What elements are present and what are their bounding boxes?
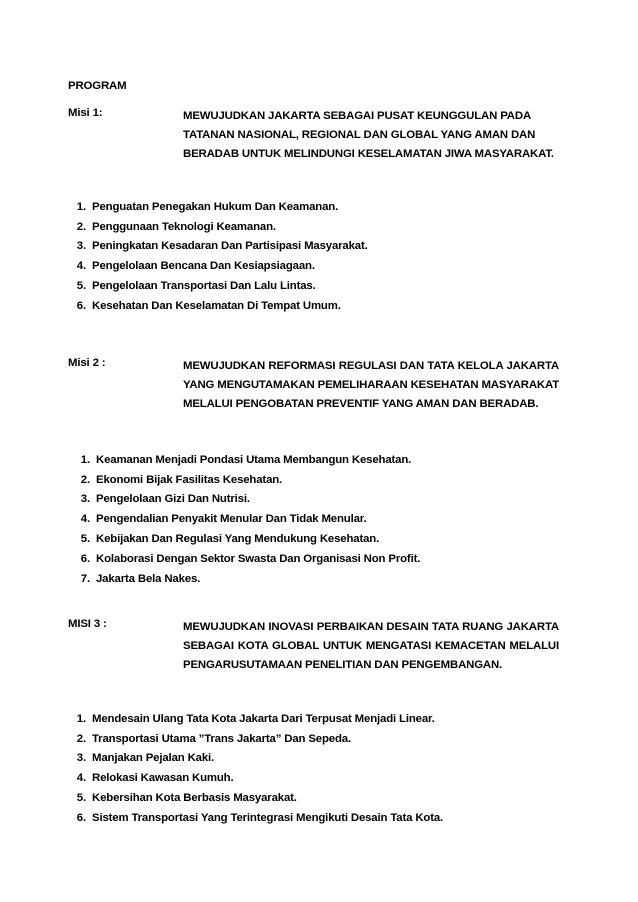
item-text: Relokasi Kawasan Kumuh. bbox=[92, 772, 234, 785]
misi-3-line: SEBAGAI KOTA GLOBAL UNTUK MENGATASI KEMACETAN MELALUI bbox=[183, 640, 559, 652]
list-item bbox=[64, 729, 443, 749]
list-item bbox=[64, 788, 443, 808]
page-heading: PROGRAM bbox=[68, 80, 127, 92]
list-item bbox=[68, 529, 420, 549]
item-number: 2. bbox=[80, 473, 90, 486]
list-item bbox=[64, 749, 443, 769]
item-text: Peningkatan Kesadaran Dan Partisipasi Masyarakat. bbox=[92, 240, 368, 253]
item-text: Pengelolaan Bencana Dan Kesiapsiagaan. bbox=[92, 260, 315, 273]
item-text: Penguatan Penegakan Hukum Dan Keamanan. bbox=[92, 200, 339, 213]
item-text: Jakarta Bela Nakes. bbox=[96, 572, 201, 585]
item-number: 2. bbox=[76, 732, 86, 745]
misi-2-label: Misi 2 : bbox=[68, 357, 106, 369]
item-number: 1. bbox=[76, 200, 86, 213]
misi-1-line: TATANAN NASIONAL, REGIONAL DAN GLOBAL YANG AMAN DAN bbox=[183, 129, 536, 141]
item-text: Kebersihan Kota Berbasis Masyarakat. bbox=[92, 792, 297, 805]
misi-3-line: PENGARUSUTAMAAN PENELITIAN DAN PENGEMBANGAN. bbox=[183, 659, 503, 671]
item-text: Transportasi Utama ”Trans Jakarta” Dan Sepeda. bbox=[92, 732, 351, 745]
item-number: 5. bbox=[76, 792, 86, 805]
item-text: Kesehatan Dan Keselamatan Di Tempat Umum. bbox=[92, 299, 341, 312]
misi-1-line: MEWUJUDKAN JAKARTA SEBAGAI PUSAT KEUNGGULAN PADA bbox=[183, 110, 532, 122]
item-text: Kolaborasi Dengan Sektor Swasta Dan Organisasi Non Profit. bbox=[96, 552, 421, 565]
item-text: Pengelolaan Gizi Dan Nutrisi. bbox=[96, 493, 250, 506]
list-item bbox=[68, 569, 420, 589]
item-number: 2. bbox=[76, 220, 86, 233]
item-number: 5. bbox=[76, 280, 86, 293]
item-number: 1. bbox=[76, 712, 86, 725]
misi-3-line: MEWUJUDKAN INOVASI PERBAIKAN DESAIN TATA RUANG JAKARTA bbox=[183, 621, 559, 633]
item-number: 1. bbox=[80, 453, 90, 466]
item-number: 4. bbox=[76, 772, 86, 785]
item-number: 7. bbox=[80, 572, 90, 585]
item-number: 6. bbox=[76, 299, 86, 312]
item-text: Keamanan Menjadi Pondasi Utama Membangun Kesehatan. bbox=[96, 453, 412, 466]
item-text: Pengendalian Penyakit Menular Dan Tidak Menular. bbox=[96, 513, 367, 526]
item-text: Pengelolaan Transportasi Dan Lalu Lintas. bbox=[92, 280, 316, 293]
item-text: Penggunaan Teknologi Keamanan. bbox=[92, 220, 276, 233]
item-text: Mendesain Ulang Tata Kota Jakarta Dari Terpusat Menjadi Linear. bbox=[92, 712, 435, 725]
misi-1-statement bbox=[183, 107, 554, 164]
list-item bbox=[64, 256, 368, 276]
item-number: 4. bbox=[80, 513, 90, 526]
misi-1-line: BERADAB UNTUK MELINDUNGI KESELAMATAN JIWA MASYARAKAT. bbox=[183, 148, 554, 160]
list-item bbox=[64, 709, 443, 729]
item-number: 4. bbox=[76, 260, 86, 273]
list-item bbox=[64, 237, 368, 257]
misi-2-statement bbox=[183, 357, 559, 414]
list-item bbox=[64, 768, 443, 788]
list-item bbox=[68, 490, 420, 510]
misi-3-statement bbox=[183, 618, 559, 675]
item-text: Ekonomi Bijak Fasilitas Kesehatan. bbox=[96, 473, 283, 486]
list-item bbox=[64, 276, 368, 296]
list-item bbox=[68, 509, 420, 529]
misi-1-program-list bbox=[64, 197, 368, 316]
item-number: 5. bbox=[80, 533, 90, 546]
list-item bbox=[64, 197, 368, 217]
misi-2-program-list bbox=[68, 450, 420, 589]
list-item bbox=[64, 296, 368, 316]
item-number: 6. bbox=[80, 552, 90, 565]
misi-2-line: MELALUI PENGOBATAN PREVENTIF YANG AMAN DAN BERADAB. bbox=[183, 398, 539, 410]
item-text: Sistem Transportasi Yang Terintegrasi Mengikuti Desain Tata Kota. bbox=[92, 811, 444, 824]
misi-2-line: MEWUJUDKAN REFORMASI REGULASI DAN TATA KELOLA JAKARTA bbox=[183, 360, 559, 372]
item-number: 3. bbox=[76, 240, 86, 253]
misi-3-label: MISI 3 : bbox=[68, 618, 107, 630]
misi-1-label: Misi 1: bbox=[68, 107, 103, 119]
list-item bbox=[68, 470, 420, 490]
item-number: 6. bbox=[76, 811, 86, 824]
list-item bbox=[64, 217, 368, 237]
misi-3-program-list bbox=[64, 709, 443, 828]
misi-2-line: YANG MENGUTAMAKAN PEMELIHARAAN KESEHATAN MASYARAKAT bbox=[183, 379, 560, 391]
item-number: 3. bbox=[80, 493, 90, 506]
list-item bbox=[68, 549, 420, 569]
item-text: Manjakan Pejalan Kaki. bbox=[92, 752, 215, 765]
item-number: 3. bbox=[76, 752, 86, 765]
list-item bbox=[68, 450, 420, 470]
item-text: Kebijakan Dan Regulasi Yang Mendukung Kesehatan. bbox=[96, 533, 380, 546]
list-item bbox=[64, 808, 443, 828]
